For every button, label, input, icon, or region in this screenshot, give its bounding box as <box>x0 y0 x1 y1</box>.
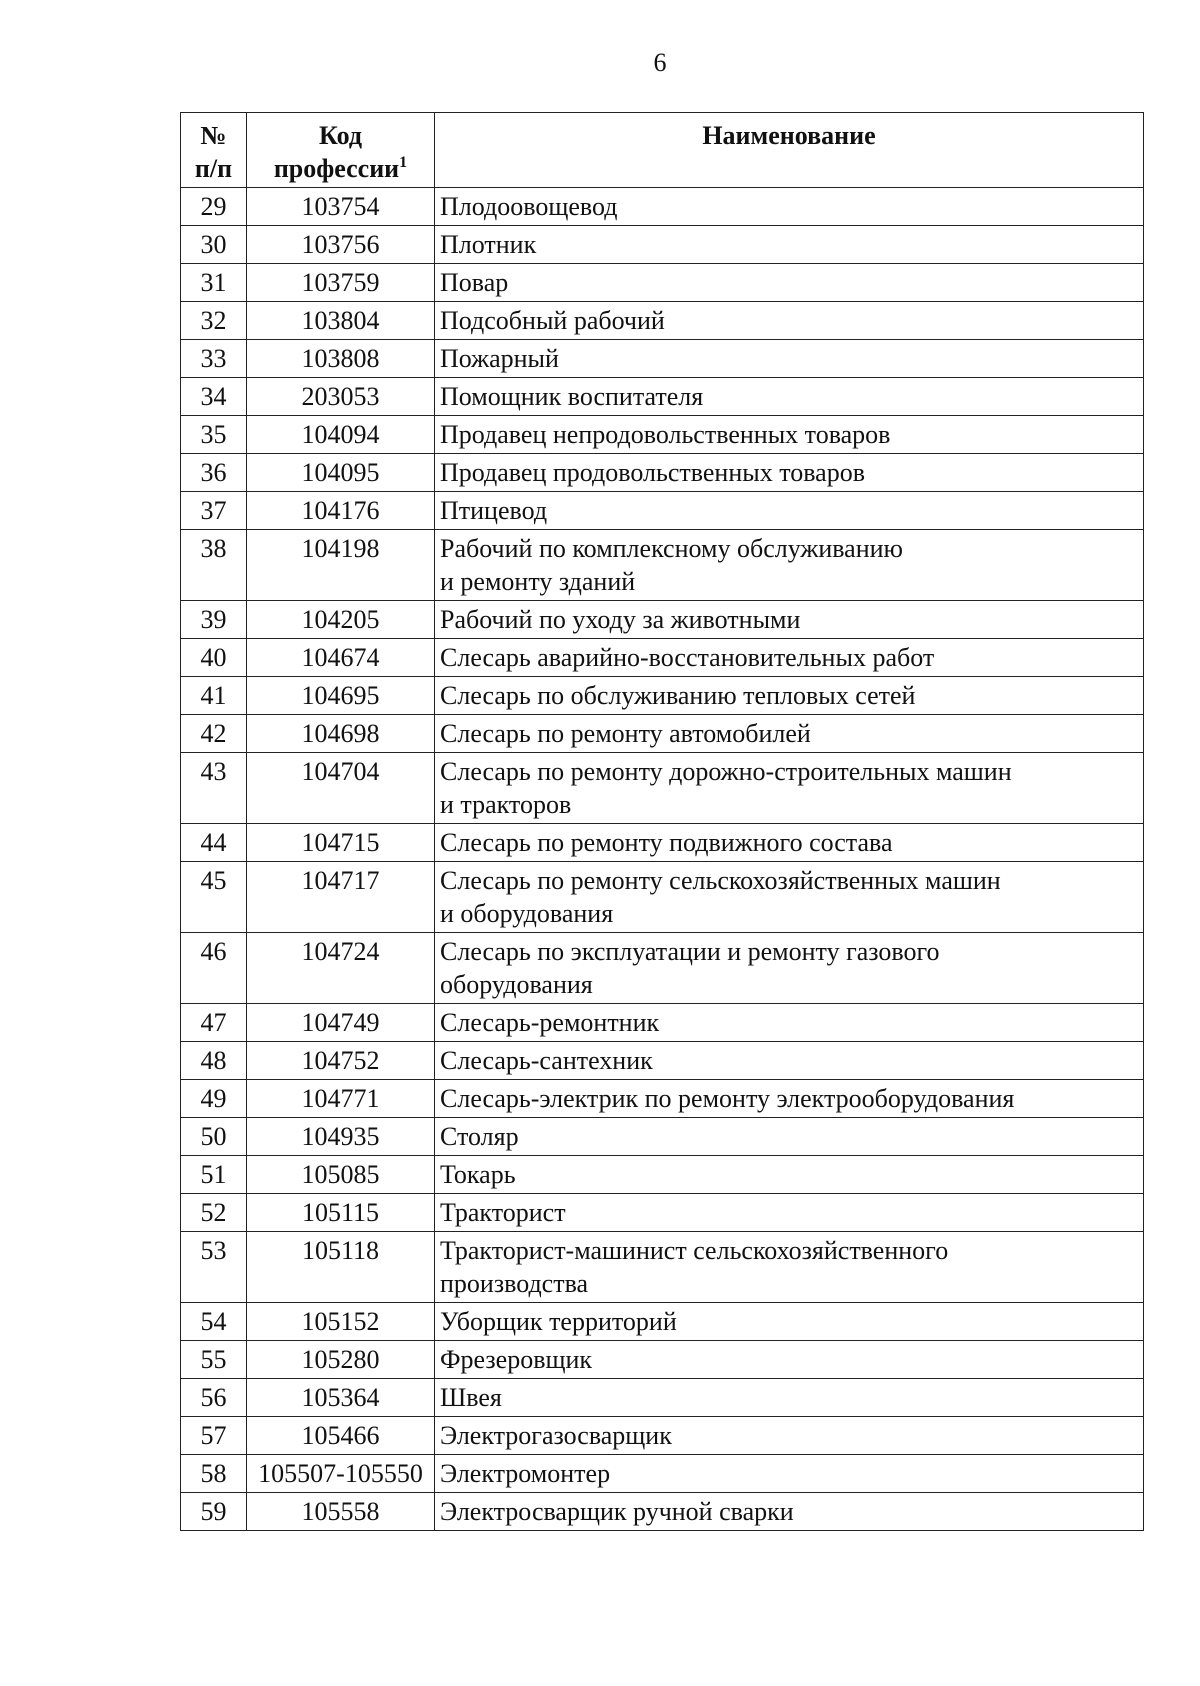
table-row <box>181 530 1144 601</box>
row-number: 43 <box>181 753 247 824</box>
row-number: 29 <box>181 188 247 226</box>
row-number: 34 <box>181 378 247 416</box>
profession-name-continuation: и оборудования <box>440 899 614 928</box>
row-number: 52 <box>181 1194 247 1232</box>
profession-code: 105558 <box>247 1493 435 1531</box>
profession-name-cell <box>435 1417 1144 1455</box>
profession-code: 105280 <box>247 1341 435 1379</box>
profession-name-cell <box>435 454 1144 492</box>
profession-code: 105118 <box>247 1232 435 1303</box>
profession-name: Слесарь по ремонту сельскохозяйственных машин <box>440 866 1001 895</box>
profession-name-cell <box>435 933 1144 1004</box>
profession-name: Птицевод <box>440 496 548 525</box>
profession-name-cell <box>435 1118 1144 1156</box>
page-number: 6 <box>653 48 667 77</box>
table-row <box>181 677 1144 715</box>
row-number: 59 <box>181 1493 247 1531</box>
profession-name-cell <box>435 1194 1144 1232</box>
table-row <box>181 1232 1144 1303</box>
profession-name: Пожарный <box>440 344 559 373</box>
table-row <box>181 1417 1144 1455</box>
row-number: 49 <box>181 1080 247 1118</box>
header-code-text: профессии <box>273 154 400 183</box>
profession-name: Тракторист <box>440 1198 566 1227</box>
header-code <box>247 113 435 188</box>
header-code-line2 <box>249 152 432 185</box>
profession-code: 105507-105550 <box>247 1455 435 1493</box>
table-row <box>181 601 1144 639</box>
profession-name: Слесарь по обслуживанию тепловых сетей <box>440 681 916 710</box>
row-number: 48 <box>181 1042 247 1080</box>
table-row <box>181 824 1144 862</box>
profession-code: 104749 <box>247 1004 435 1042</box>
profession-name-continuation: и ремонту зданий <box>440 567 636 596</box>
profession-name-cell <box>435 530 1144 601</box>
row-number: 51 <box>181 1156 247 1194</box>
row-number: 38 <box>181 530 247 601</box>
profession-name: Уборщик территорий <box>440 1307 677 1336</box>
profession-name-continuation: оборудования <box>440 970 593 999</box>
table-row <box>181 378 1144 416</box>
profession-name-cell <box>435 416 1144 454</box>
profession-name: Фрезеровщик <box>440 1345 593 1374</box>
row-number: 35 <box>181 416 247 454</box>
table-row <box>181 1118 1144 1156</box>
row-number: 54 <box>181 1303 247 1341</box>
profession-name: Слесарь-сантехник <box>440 1046 653 1075</box>
profession-code: 103804 <box>247 302 435 340</box>
profession-name-cell <box>435 226 1144 264</box>
profession-name-cell <box>435 715 1144 753</box>
profession-code: 105152 <box>247 1303 435 1341</box>
row-number: 44 <box>181 824 247 862</box>
profession-name: Плодоовощевод <box>440 192 618 221</box>
profession-name: Слесарь-ремонтник <box>440 1008 660 1037</box>
row-number: 31 <box>181 264 247 302</box>
profession-name: Помощник воспитателя <box>440 382 704 411</box>
row-number: 53 <box>181 1232 247 1303</box>
profession-name-cell <box>435 264 1144 302</box>
profession-name: Продавец продовольственных товаров <box>440 458 865 487</box>
profession-code: 104198 <box>247 530 435 601</box>
table-row <box>181 1156 1144 1194</box>
row-number: 42 <box>181 715 247 753</box>
profession-code: 105085 <box>247 1156 435 1194</box>
table-row <box>181 416 1144 454</box>
profession-name-continuation: и тракторов <box>440 790 572 819</box>
table-row <box>181 302 1144 340</box>
profession-name: Слесарь по ремонту подвижного состава <box>440 828 893 857</box>
header-number <box>181 113 247 188</box>
row-number: 45 <box>181 862 247 933</box>
row-number: 58 <box>181 1455 247 1493</box>
row-number: 47 <box>181 1004 247 1042</box>
table-row <box>181 1194 1144 1232</box>
profession-code: 104095 <box>247 454 435 492</box>
profession-name: Слесарь по эксплуатации и ремонту газового <box>440 937 940 966</box>
professions-table <box>180 112 1144 1531</box>
profession-name: Токарь <box>440 1160 516 1189</box>
profession-name-cell <box>435 753 1144 824</box>
row-number: 32 <box>181 302 247 340</box>
profession-name-cell <box>435 1156 1144 1194</box>
profession-code: 103808 <box>247 340 435 378</box>
header-code-line1: Код <box>319 121 362 150</box>
table-row <box>181 933 1144 1004</box>
row-number: 57 <box>181 1417 247 1455</box>
table-row <box>181 1341 1144 1379</box>
table-row <box>181 639 1144 677</box>
table-row <box>181 226 1144 264</box>
profession-code: 104752 <box>247 1042 435 1080</box>
header-number-line2: п/п <box>194 154 233 183</box>
row-number: 30 <box>181 226 247 264</box>
profession-code: 104715 <box>247 824 435 862</box>
profession-name: Рабочий по уходу за животными <box>440 605 801 634</box>
profession-name: Слесарь по ремонту автомобилей <box>440 719 811 748</box>
table-header <box>181 113 1144 188</box>
profession-code: 104674 <box>247 639 435 677</box>
table-row <box>181 1455 1144 1493</box>
profession-name-cell <box>435 1341 1144 1379</box>
profession-name: Слесарь аварийно-восстановительных работ <box>440 643 935 672</box>
row-number: 33 <box>181 340 247 378</box>
table-row <box>181 340 1144 378</box>
header-name: Наименование <box>435 113 1144 188</box>
table-row <box>181 862 1144 933</box>
profession-code: 104771 <box>247 1080 435 1118</box>
profession-name: Тракторист-машинист сельскохозяйственного <box>440 1236 949 1265</box>
profession-name-cell <box>435 1004 1144 1042</box>
profession-code: 104704 <box>247 753 435 824</box>
profession-name: Электросварщик ручной сварки <box>440 1497 794 1526</box>
profession-name: Швея <box>440 1383 502 1412</box>
profession-name: Рабочий по комплексному обслуживанию <box>440 534 903 563</box>
profession-name-cell <box>435 378 1144 416</box>
profession-code: 203053 <box>247 378 435 416</box>
profession-name-cell <box>435 824 1144 862</box>
profession-name-cell <box>435 1042 1144 1080</box>
profession-code: 103759 <box>247 264 435 302</box>
profession-name-cell <box>435 1455 1144 1493</box>
profession-name-cell <box>435 639 1144 677</box>
row-number: 39 <box>181 601 247 639</box>
row-number: 40 <box>181 639 247 677</box>
row-number: 41 <box>181 677 247 715</box>
profession-name-cell <box>435 340 1144 378</box>
profession-code: 104205 <box>247 601 435 639</box>
profession-name: Продавец непродовольственных товаров <box>440 420 891 449</box>
row-number: 56 <box>181 1379 247 1417</box>
table-row <box>181 492 1144 530</box>
table-row <box>181 1493 1144 1531</box>
profession-name: Слесарь-электрик по ремонту электрооборудования <box>440 1084 1015 1113</box>
table-row <box>181 188 1144 226</box>
profession-name-cell <box>435 302 1144 340</box>
table-row <box>181 1303 1144 1341</box>
profession-name-cell <box>435 601 1144 639</box>
profession-name: Электрогазосварщик <box>440 1421 672 1450</box>
profession-code: 104094 <box>247 416 435 454</box>
profession-name-continuation: производства <box>440 1269 589 1298</box>
profession-name-cell <box>435 1303 1144 1341</box>
profession-name-cell <box>435 1379 1144 1417</box>
profession-name: Плотник <box>440 230 537 259</box>
profession-code: 104724 <box>247 933 435 1004</box>
row-number: 50 <box>181 1118 247 1156</box>
profession-code: 104176 <box>247 492 435 530</box>
table-body <box>181 188 1144 1531</box>
table-row <box>181 1042 1144 1080</box>
profession-code: 104935 <box>247 1118 435 1156</box>
row-number: 46 <box>181 933 247 1004</box>
profession-name-cell <box>435 492 1144 530</box>
table-row <box>181 1004 1144 1042</box>
profession-name: Слесарь по ремонту дорожно-строительных машин <box>440 757 1012 786</box>
profession-code: 105115 <box>247 1194 435 1232</box>
profession-name-cell <box>435 188 1144 226</box>
profession-name-cell <box>435 1080 1144 1118</box>
table-row <box>181 753 1144 824</box>
table-row <box>181 1379 1144 1417</box>
profession-name-cell <box>435 862 1144 933</box>
row-number: 55 <box>181 1341 247 1379</box>
profession-code: 103754 <box>247 188 435 226</box>
profession-name: Повар <box>440 268 509 297</box>
profession-name-cell <box>435 1493 1144 1531</box>
profession-code: 105364 <box>247 1379 435 1417</box>
profession-name: Подсобный рабочий <box>440 306 665 335</box>
profession-code: 104717 <box>247 862 435 933</box>
row-number: 36 <box>181 454 247 492</box>
header-number-line1: № <box>200 121 227 150</box>
profession-code: 103756 <box>247 226 435 264</box>
profession-name-cell <box>435 677 1144 715</box>
row-number: 37 <box>181 492 247 530</box>
table-row <box>181 264 1144 302</box>
profession-code: 104698 <box>247 715 435 753</box>
profession-name-cell <box>435 1232 1144 1303</box>
profession-name: Электромонтер <box>440 1459 611 1488</box>
table-row <box>181 715 1144 753</box>
profession-code: 104695 <box>247 677 435 715</box>
table-row <box>181 454 1144 492</box>
footnote-marker: 1 <box>399 154 408 171</box>
table-row <box>181 1080 1144 1118</box>
profession-name: Столяр <box>440 1122 519 1151</box>
profession-code: 105466 <box>247 1417 435 1455</box>
header-row <box>181 113 1144 188</box>
